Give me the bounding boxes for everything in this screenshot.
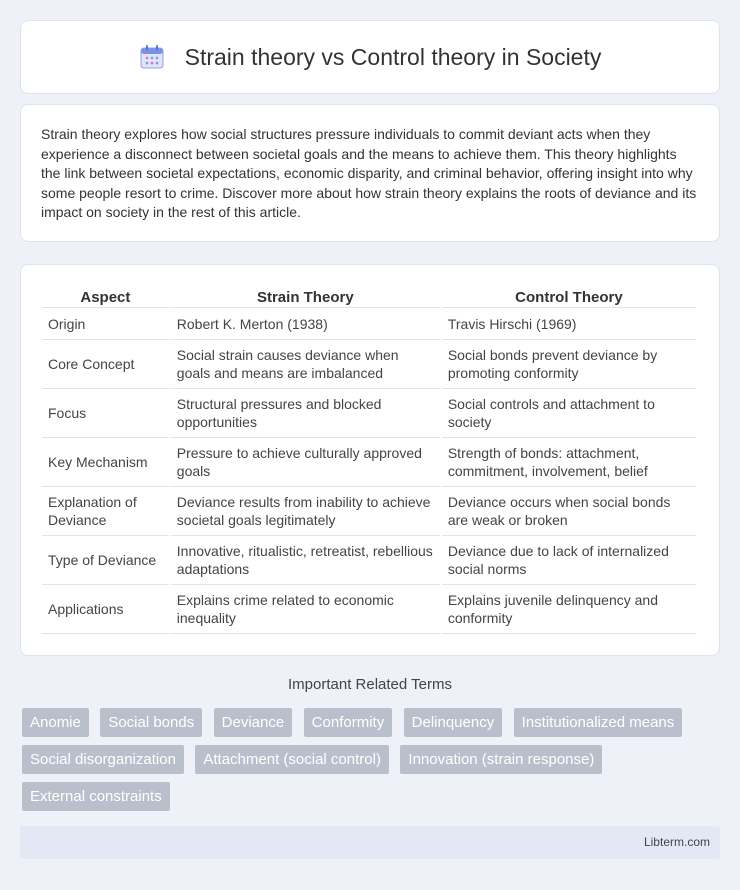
- calendar-icon: [139, 44, 165, 70]
- table-row: [42, 487, 696, 536]
- intro-card: [20, 104, 720, 242]
- footer: [20, 826, 720, 859]
- table-cell: Social controls and attachment to society: [442, 389, 696, 438]
- related-terms-heading: Important Related Terms: [288, 676, 452, 693]
- related-terms-list: [22, 708, 712, 819]
- table-cell: Core Concept: [42, 340, 169, 389]
- intro-text: Strain theory explores how social structures pressure individuals to commit deviant acts when they experience a disconnect between societal goals and the means to achieve them. This theory highlights the link between societal expectations, economic disparity, and criminal behavior, offering insight into why some people resort to crime. Discover more about how strain theory explains the roots of deviance and its impact on society in the rest of this article.: [41, 126, 697, 220]
- header-strain-theory: Strain Theory: [171, 285, 440, 308]
- table-cell: Explains juvenile delinquency and conformity: [442, 585, 696, 634]
- tag-conformity[interactable]: Conformity: [304, 708, 393, 737]
- header-control-theory: Control Theory: [442, 285, 696, 308]
- page-title: Strain theory vs Control theory in Society: [184, 43, 602, 70]
- comparison-table-card: [20, 264, 720, 656]
- comparison-table: [40, 285, 698, 634]
- table-cell: Explains crime related to economic inequality: [171, 585, 440, 634]
- tag-deviance[interactable]: Deviance: [214, 708, 293, 737]
- table-cell: Pressure to achieve culturally approved goals: [171, 438, 440, 487]
- title-card: [20, 20, 720, 94]
- table-cell: Robert K. Merton (1938): [171, 308, 440, 340]
- table-row: [42, 340, 696, 389]
- tag-institutionalized-means[interactable]: Institutionalized means: [514, 708, 683, 737]
- table-cell: Innovative, ritualistic, retreatist, rebellious adaptations: [171, 536, 440, 585]
- table-cell: Origin: [42, 308, 169, 340]
- table-cell: Deviance occurs when social bonds are weak or broken: [442, 487, 696, 536]
- table-row: [42, 308, 696, 340]
- table-header-row: [42, 285, 696, 308]
- table-row: [42, 389, 696, 438]
- tag-delinquency[interactable]: Delinquency: [404, 708, 503, 737]
- tag-social-disorganization[interactable]: Social disorganization: [22, 745, 184, 774]
- table-cell: Travis Hirschi (1969): [442, 308, 696, 340]
- table-cell: Social bonds prevent deviance by promoting conformity: [442, 340, 696, 389]
- footer-site-link[interactable]: Libterm.com: [643, 835, 710, 849]
- table-cell: Key Mechanism: [42, 438, 169, 487]
- table-cell: Deviance due to lack of internalized social norms: [442, 536, 696, 585]
- table-row: [42, 536, 696, 585]
- table-cell: Deviance results from inability to achieve societal goals legitimately: [171, 487, 440, 536]
- table-cell: Focus: [42, 389, 169, 438]
- tag-anomie[interactable]: Anomie: [22, 708, 89, 737]
- tag-external-constraints[interactable]: External constraints: [22, 782, 170, 811]
- table-cell: Applications: [42, 585, 169, 634]
- table-cell: Structural pressures and blocked opportunities: [171, 389, 440, 438]
- tag-innovation[interactable]: Innovation (strain response): [400, 745, 602, 774]
- table-row: [42, 438, 696, 487]
- tag-attachment[interactable]: Attachment (social control): [195, 745, 389, 774]
- table-cell: Strength of bonds: attachment, commitment, involvement, belief: [442, 438, 696, 487]
- table-cell: Type of Deviance: [42, 536, 169, 585]
- table-row: [42, 585, 696, 634]
- table-cell: Explanation of Deviance: [42, 487, 169, 536]
- table-cell: Social strain causes deviance when goals and means are imbalanced: [171, 340, 440, 389]
- tag-social-bonds[interactable]: Social bonds: [100, 708, 202, 737]
- header-aspect: Aspect: [42, 285, 169, 308]
